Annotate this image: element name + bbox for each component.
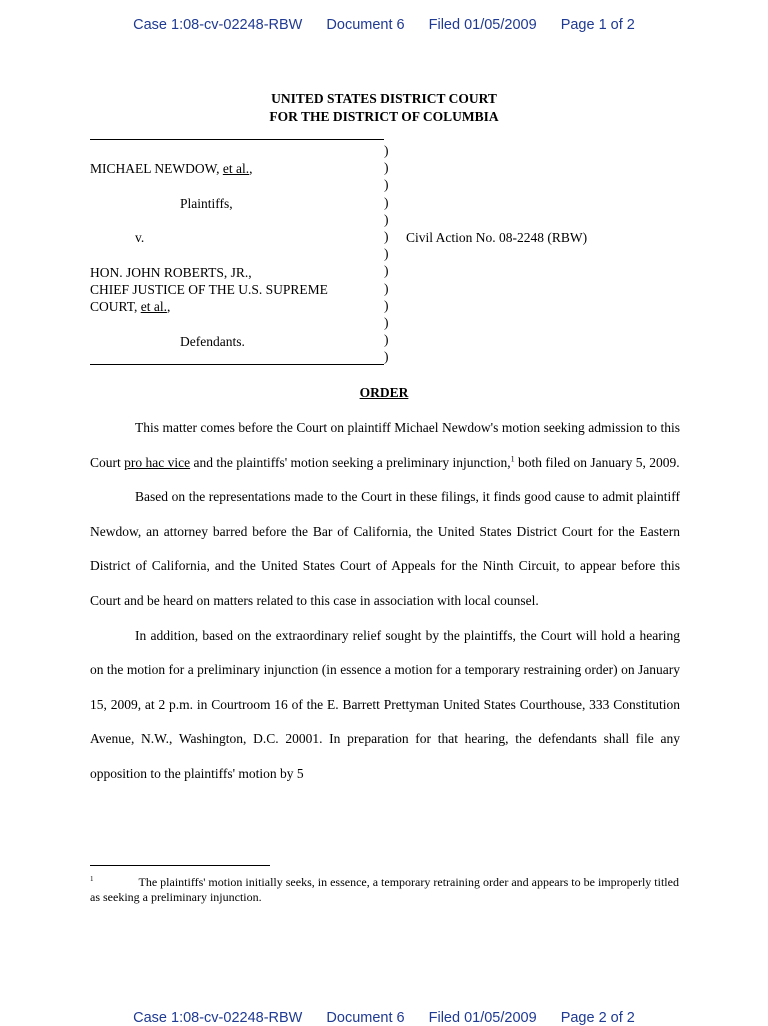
case-number: Case 1:08-cv-02248-RBW [133, 1010, 303, 1026]
civil-action-number: Civil Action No. 08-2248 (RBW) [406, 230, 588, 245]
defendant-line2: CHIEF JUSTICE OF THE U.S. SUPREME [90, 282, 328, 297]
paragraph-3: In addition, based on the extraordinary relief sought by the plaintiffs, the Court will hold a hearing on the motion for a preliminary injunction (in essence a motion for a temporary restraining order) on January 15, 2009, at 2 p.m. in Courtroom 16 of the E. Barrett Prettyman United States Courthouse, 333 Constitution Avenue, N.W., Washington, D.C. 20001. In preparation for that hearing, the defendants shall file any opposition to the plaintiffs' motion by 5 [90, 627, 680, 781]
caption-paren: ) [384, 211, 389, 227]
court-title [0, 90, 768, 126]
court-title-line2: FOR THE DISTRICT OF COLUMBIA [269, 109, 499, 124]
ecf-header-top [0, 17, 768, 33]
paragraph-2: Based on the representations made to the Court in these filings, it finds good cause to admit plaintiff Newdow, an attorney barred before the Bar of California, the United States District Court for the Eastern District of California, and the United States Court of Appeals for the Ninth Circuit, to appear before this Court and be heard on matters related to this case in association with local counsel. [90, 489, 680, 608]
filed-date: Filed 01/05/2009 [428, 1010, 537, 1026]
page-indicator: Page 1 of 2 [560, 17, 635, 33]
caption-paren-column [384, 142, 389, 365]
defendants-label: Defendants. [180, 334, 245, 349]
caption-paren: ) [384, 263, 389, 279]
caption-top-rule [90, 139, 384, 140]
footnote [90, 872, 680, 904]
court-title-line1: UNITED STATES DISTRICT COURT [271, 91, 497, 106]
caption-paren: ) [384, 297, 389, 313]
et-al: et al. [140, 299, 167, 314]
caption-paren: ) [384, 228, 389, 244]
order-body [90, 411, 680, 792]
caption-paren: ) [384, 246, 389, 262]
paragraph-1: This matter comes before the Court on plaintiff Michael Newdow's motion seeking admission to this Court pro hac vice and the plaintiffs' motion seeking a preliminary injunction,$^1$ both filed on January 5, 2009. [90, 420, 680, 470]
caption-paren: ) [384, 349, 389, 365]
caption-paren: ) [384, 194, 389, 210]
caption-paren: ) [384, 177, 389, 193]
defendant-line3: COURT, et al., [90, 299, 171, 314]
plaintiffs-label: Plaintiffs, [180, 196, 233, 211]
footnote-ref: 1 [510, 454, 515, 464]
document-number: Document 6 [326, 17, 405, 33]
defendant-line1: HON. JOHN ROBERTS, JR., [90, 265, 252, 280]
footnote-number: 1 [90, 875, 94, 883]
caption-paren: ) [384, 314, 389, 330]
page-indicator: Page 2 of 2 [560, 1010, 635, 1026]
plaintiff-name: MICHAEL NEWDOW, et al., [90, 161, 253, 176]
pro-hac-vice: pro hac vice [124, 454, 191, 470]
footnote-text: The plaintiffs' motion initially seeks, in essence, a temporary retraining order and appears to be improperly titled as seeking a preliminary injunction. [90, 875, 679, 904]
footnote-separator [90, 865, 270, 866]
order-title: ORDER [359, 385, 409, 400]
caption-paren: ) [384, 280, 389, 296]
case-number: Case 1:08-cv-02248-RBW [133, 17, 303, 33]
document-number: Document 6 [326, 1010, 405, 1026]
filed-date: Filed 01/05/2009 [428, 17, 537, 33]
et-al: et al. [222, 161, 250, 176]
caption-paren: ) [384, 332, 389, 348]
caption-bottom-rule [90, 364, 384, 365]
caption-paren: ) [384, 143, 389, 158]
versus: v. [135, 230, 145, 245]
caption-paren: ) [384, 160, 389, 176]
